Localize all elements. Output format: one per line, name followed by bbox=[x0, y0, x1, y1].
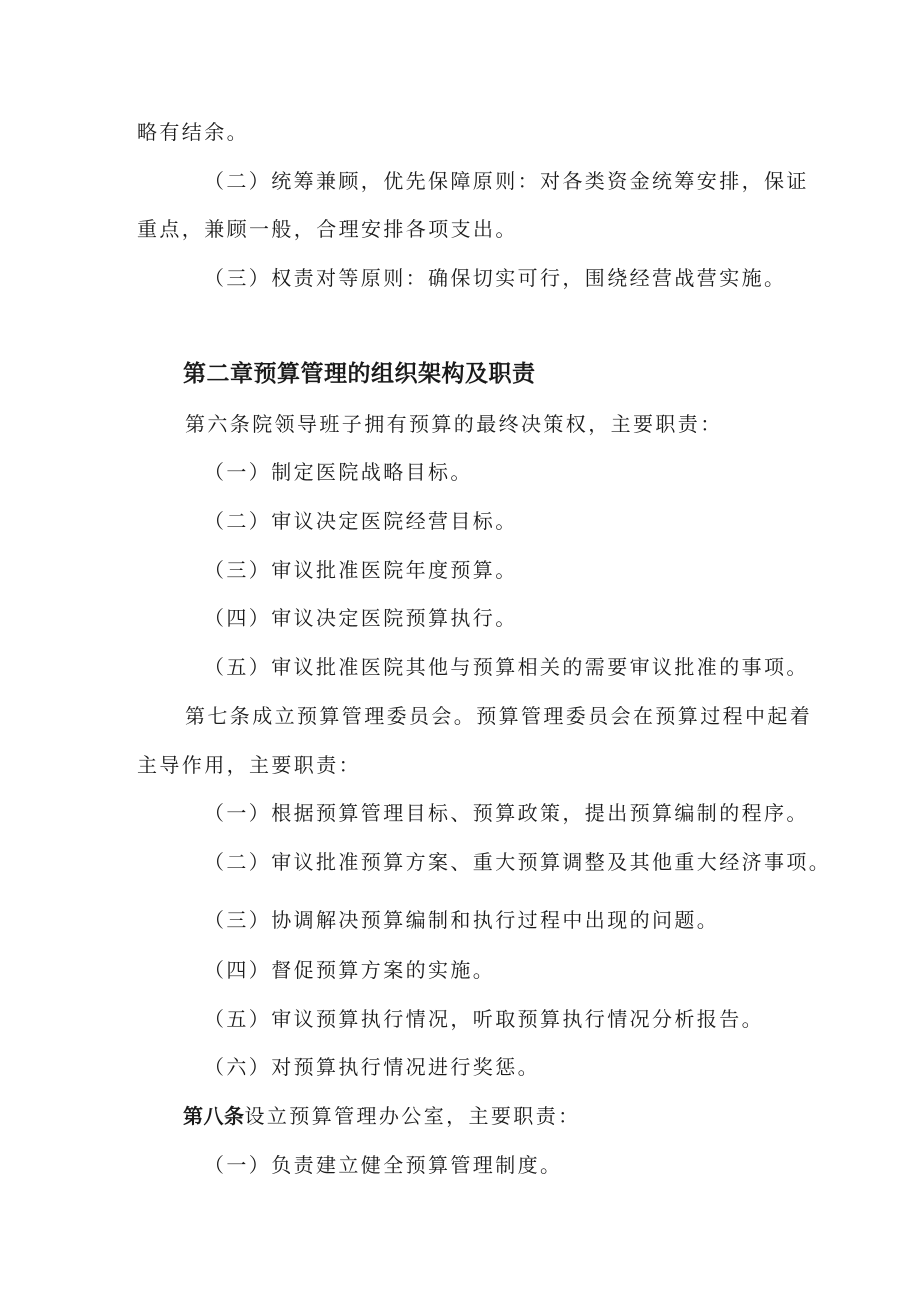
article-7-item-5: （五）审议预算执行情况，听取预算执行情况分析报告。 bbox=[204, 1007, 764, 1031]
article-8-intro bbox=[183, 1102, 581, 1130]
article-7-item-4: （四）督促预算方案的实施。 bbox=[204, 958, 496, 982]
article-7-line-1: 第七条成立预算管理委员会。预算管理委员会在预算过程中起着 bbox=[185, 704, 813, 728]
article-7-item-1: （一）根据预算管理目标、预算政策，提出预算编制的程序。 bbox=[204, 801, 809, 825]
article-6-item-4: （四）审议决定医院预算执行。 bbox=[204, 606, 518, 630]
article-7-item-2: （二）审议批准预算方案、重大预算调整及其他重大经济事项。 bbox=[204, 850, 832, 874]
article-8-text: 设立预算管理办公室，主要职责： bbox=[244, 1104, 581, 1128]
article-6-item-2: （二）审议决定医院经营目标。 bbox=[204, 509, 518, 533]
article-7-item-6: （六）对预算执行情况进行奖惩。 bbox=[204, 1055, 540, 1079]
chapter-2-title: 第二章预算管理的组织架构及职责 bbox=[183, 361, 536, 387]
article-6-item-1: （一）制定医院战略目标。 bbox=[204, 460, 473, 484]
article-8-label: 第八条 bbox=[183, 1104, 245, 1128]
paragraph-continuation: 略有结余。 bbox=[137, 120, 249, 144]
article-6-item-3: （三）审议批准医院年度预算。 bbox=[204, 558, 518, 582]
article-8-item-1: （一）负责建立健全预算管理制度。 bbox=[204, 1153, 563, 1177]
article-6-item-5: （五）审议批准医院其他与预算相关的需要审议批准的事项。 bbox=[204, 655, 809, 679]
article-7-line-2: 主导作用，主要职责： bbox=[137, 753, 361, 777]
article-6-intro: 第六条院领导班子拥有预算的最终决策权，主要职责： bbox=[185, 412, 723, 436]
principle-2-line-1: （二）统筹兼顾，优先保障原则：对各类资金统筹安排，保证 bbox=[204, 169, 809, 193]
principle-2-line-2: 重点，兼顾一般，合理安排各项支出。 bbox=[137, 217, 518, 241]
article-7-item-3: （三）协调解决预算编制和执行过程中出现的问题。 bbox=[204, 908, 720, 932]
principle-3: （三）权责对等原则：确保切实可行，围绕经营战营实施。 bbox=[204, 266, 787, 290]
